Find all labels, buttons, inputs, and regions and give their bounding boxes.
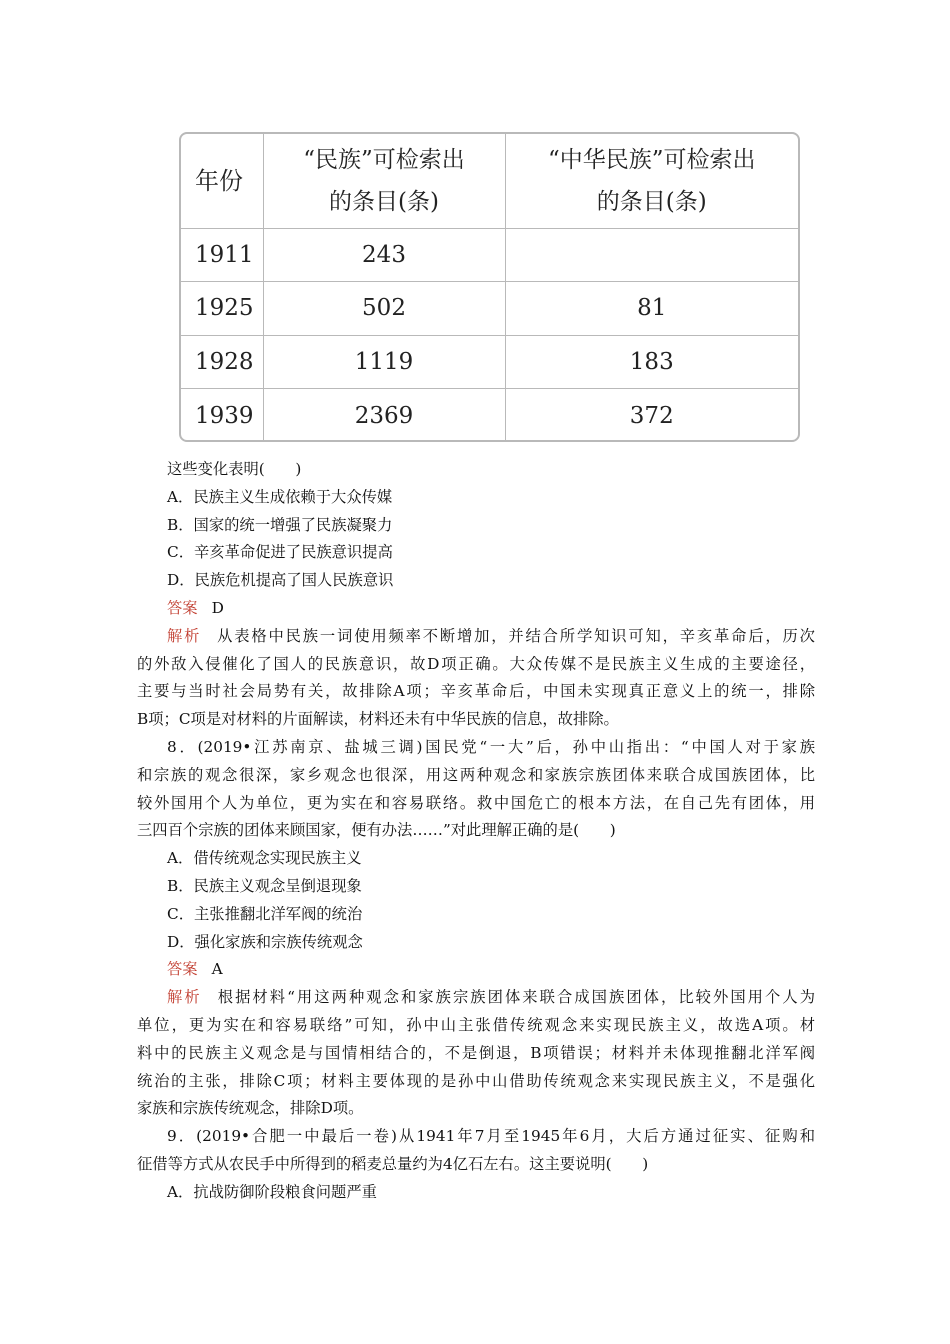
cell-zhonghua: 372 bbox=[505, 389, 798, 443]
q7-analysis-line: 主要与当时社会局势有关，故排除A项；辛亥革命后，中国未实现真正意义上的统一，排除 bbox=[137, 682, 815, 701]
cell-minzu: 1119 bbox=[263, 335, 505, 389]
table-row bbox=[181, 228, 798, 282]
q7-answer-value: D bbox=[211, 598, 224, 617]
q8-analysis-line: 家族和宗族传统观念，排除D项。 bbox=[137, 1099, 364, 1118]
cell-zhonghua: 81 bbox=[505, 282, 798, 336]
q8-analysis-line bbox=[137, 984, 815, 1012]
q8-stem-line: 和宗族的观念很深，家乡观念也很深，用这两种观念和家族宗族团体来联合成国族团体，比 bbox=[137, 765, 815, 784]
q9-option-a: A．抗战防御阶段粮食问题严重 bbox=[167, 1182, 377, 1201]
q8-analysis-line: 单位，更为实在和容易联络”可知，孙中山主张借传统观念来实现民族主义，故选A项。材 bbox=[137, 1015, 815, 1034]
cell-year: 1928 bbox=[181, 335, 263, 389]
header-zhonghua-line1: “中华民族”可检索出 bbox=[547, 146, 756, 173]
q7-analysis-label: 解析 bbox=[167, 626, 202, 645]
q7-analysis-line: 的外敌入侵催化了国人的民族意识，故D项正确。大众传媒不是民族主义生成的主要途径， bbox=[137, 654, 815, 673]
q7-analysis-text: 从表格中民族一词使用频率不断增加，并结合所学知识可知，辛亥革命后，历次 bbox=[215, 626, 815, 645]
q7-answer-label: 答案 bbox=[167, 598, 198, 617]
q8-option-a: A．借传统观念实现民族主义 bbox=[167, 849, 362, 868]
q8-analysis-line: 料中的民族主义观念是与国情相结合的，不是倒退，B项错误；材料并未体现推翻北洋军阀 bbox=[137, 1043, 815, 1062]
header-minzu-line2: 的条目(条) bbox=[329, 188, 439, 215]
q8-stem-line: 三四百个宗族的团体来顾国家，便有办法……”对此理解正确的是( ) bbox=[137, 821, 616, 840]
cell-zhonghua: 183 bbox=[505, 335, 798, 389]
q7-stem: 这些变化表明( ) bbox=[167, 460, 302, 478]
table-row bbox=[181, 335, 798, 389]
header-minzu-line1: “民族”可检索出 bbox=[303, 146, 465, 173]
q8-option-c: C．主张推翻北洋军阀的统治 bbox=[167, 904, 363, 923]
cell-year: 1911 bbox=[181, 228, 263, 282]
q8-analysis-text: 根据材料“用这两种观念和家族宗族团体来联合成国族团体，比较外国用个人为 bbox=[215, 988, 815, 1007]
q7-option-a: A．民族主义生成依赖于大众传媒 bbox=[167, 487, 393, 506]
cell-minzu: 502 bbox=[263, 282, 505, 336]
q8-stem-line: 较外国用个人为单位，更为实在和容易联络。救中国危亡的根本方法，在自己先有团体，用 bbox=[137, 793, 815, 812]
question-text bbox=[137, 456, 815, 1207]
q8-stem-line: 8．(2019•江苏南京、盐城三调)国民党“一大”后，孙中山指出：“中国人对于家族 bbox=[167, 737, 815, 756]
q7-analysis-line bbox=[137, 623, 815, 651]
cell-minzu: 243 bbox=[263, 228, 505, 282]
q9-stem-line: 9．(2019•合肥一中最后一卷)从1941年7月至1945年6月，大后方通过征实、征购和 bbox=[167, 1127, 815, 1146]
table-row bbox=[181, 282, 798, 336]
header-zhonghua-minzu bbox=[505, 134, 798, 228]
table-row bbox=[181, 389, 798, 443]
data-table bbox=[179, 132, 800, 442]
q8-answer bbox=[137, 956, 815, 984]
header-minzu bbox=[263, 134, 505, 228]
cell-year: 1939 bbox=[181, 389, 263, 443]
table-header-row bbox=[181, 134, 798, 228]
cell-zhonghua bbox=[505, 228, 798, 282]
q7-analysis-line: B项；C项是对材料的片面解读，材料还未有中华民族的信息，故排除。 bbox=[137, 710, 619, 729]
q8-answer-label: 答案 bbox=[167, 960, 198, 979]
q8-analysis-label: 解析 bbox=[167, 988, 202, 1007]
header-zhonghua-line2: 的条目(条) bbox=[596, 188, 707, 215]
q8-answer-value: A bbox=[211, 960, 223, 979]
q7-option-c: C．辛亥革命促进了民族意识提高 bbox=[167, 543, 393, 562]
cell-year: 1925 bbox=[181, 282, 263, 336]
q7-option-b: B．国家的统一增强了民族凝聚力 bbox=[167, 515, 393, 534]
q8-option-b: B．民族主义观念呈倒退现象 bbox=[167, 876, 362, 895]
q7-option-d: D．民族危机提高了国人民族意识 bbox=[167, 571, 394, 590]
cell-minzu: 2369 bbox=[263, 389, 505, 443]
header-year: 年份 bbox=[181, 134, 263, 228]
q9-stem-line: 征借等方式从农民手中所得到的稻麦总量约为4亿石左右。这主要说明( ) bbox=[137, 1154, 649, 1173]
q8-option-d: D．强化家族和宗族传统观念 bbox=[167, 932, 363, 951]
q7-answer bbox=[137, 595, 815, 623]
q8-analysis-line: 统治的主张，排除C项；材料主要体现的是孙中山借助传统观念来实现民族主义，不是强化 bbox=[137, 1071, 815, 1090]
